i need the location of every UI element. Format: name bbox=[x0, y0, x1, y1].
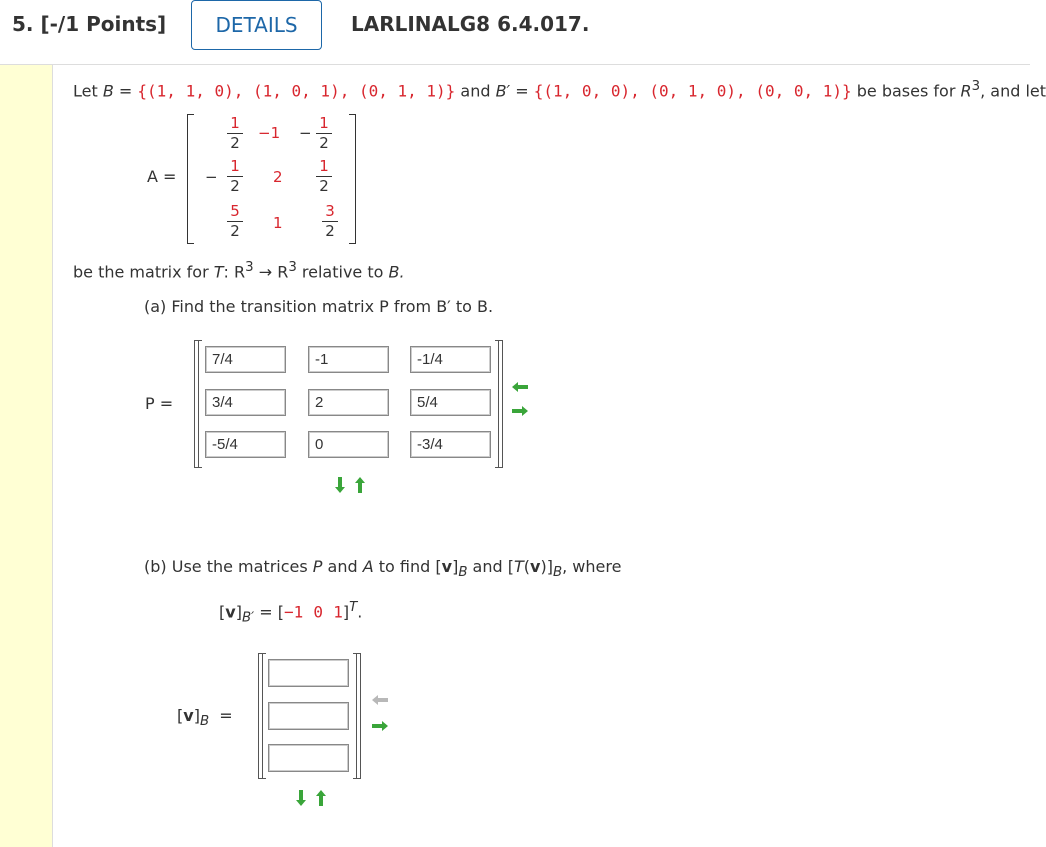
A-31: 5 2 bbox=[223, 203, 247, 240]
vB-input-1[interactable] bbox=[268, 659, 349, 687]
A-22: 2 bbox=[273, 168, 283, 186]
A-21: 1 2 bbox=[223, 158, 247, 195]
P-input-12[interactable] bbox=[308, 346, 389, 373]
A-33: 3 2 bbox=[318, 203, 342, 240]
relative-text: relative to bbox=[296, 262, 389, 282]
question-header bbox=[0, 0, 1030, 52]
A-21-sign: − bbox=[205, 168, 218, 186]
P-input-22[interactable] bbox=[308, 389, 389, 416]
equals: = bbox=[113, 81, 138, 101]
header-divider bbox=[0, 64, 1030, 65]
vBprime-value-1: −1 bbox=[283, 602, 304, 622]
add-column-icon[interactable] bbox=[370, 716, 390, 736]
vBprime-equation: $[v]_{B'} = [-1$ 0 1]$^T$. bbox=[219, 600, 363, 626]
matrix-A-left-bracket bbox=[187, 114, 194, 244]
A-12: −1 bbox=[258, 124, 281, 142]
add-row-icon[interactable] bbox=[330, 475, 350, 495]
matrix-P-label: P = bbox=[145, 394, 174, 413]
P-input-23[interactable] bbox=[410, 389, 491, 416]
basis-Bprime-set: {(1, 0, 0), (0, 1, 0), (0, 0, 1)} bbox=[533, 81, 852, 101]
matrix-P-right-bracket bbox=[499, 340, 503, 468]
vBprime-value-2: 0 bbox=[313, 602, 324, 622]
A-23: 1 2 bbox=[312, 158, 336, 195]
matrix-A-right-bracket bbox=[349, 114, 356, 244]
matrix-A-label: A = bbox=[147, 167, 177, 186]
add-column-icon[interactable] bbox=[510, 401, 530, 421]
colon-R: : R bbox=[223, 262, 246, 282]
question-code: LARLINALG8 6.4.017. bbox=[351, 12, 590, 36]
remove-column-icon-disabled bbox=[370, 690, 390, 710]
A-11: 1 2 bbox=[223, 115, 247, 152]
vB-input-3[interactable] bbox=[268, 744, 349, 772]
add-row-icon[interactable] bbox=[291, 788, 311, 808]
superscript-3: 3 bbox=[288, 260, 297, 275]
be-matrix-text bbox=[73, 260, 405, 281]
P-input-13[interactable] bbox=[410, 346, 491, 373]
vB-input-2[interactable] bbox=[268, 702, 349, 730]
part-b-prompt: (b) Use the matrices P and A to find $[v]_B$ and $[T(v)]_B$, where bbox=[144, 557, 622, 581]
be-matrix-prefix: be the matrix for bbox=[73, 262, 214, 282]
be-bases-text: be bases for bbox=[851, 81, 961, 101]
vBprime-value-3: 1 bbox=[333, 602, 343, 622]
remove-row-icon[interactable] bbox=[311, 788, 331, 808]
arrow-R: → R bbox=[253, 262, 289, 282]
and-text: and bbox=[455, 81, 496, 101]
details-button[interactable]: DETAILS bbox=[191, 0, 322, 50]
P-input-21[interactable] bbox=[205, 389, 286, 416]
question-number: 5. [-/1 Points] bbox=[12, 12, 167, 36]
part-a-prompt: (a) Find the transition matrix P from B′ to B. bbox=[144, 297, 494, 316]
superscript-3: 3 bbox=[245, 260, 254, 275]
matrix-P-left-bracket-inner bbox=[198, 340, 202, 468]
P-input-31[interactable] bbox=[205, 431, 286, 458]
basis-B-label: B bbox=[102, 81, 114, 101]
intro-prefix: Let bbox=[73, 81, 103, 101]
superscript-3: 3 bbox=[971, 79, 981, 94]
P-input-11[interactable] bbox=[205, 346, 286, 373]
P-input-32[interactable] bbox=[308, 431, 389, 458]
vB-left-bracket-inner bbox=[262, 653, 266, 779]
P-input-33[interactable] bbox=[410, 431, 491, 458]
remove-row-icon[interactable] bbox=[350, 475, 370, 495]
R-symbol: R bbox=[960, 81, 972, 101]
intro-text bbox=[73, 79, 1046, 100]
equals: = bbox=[510, 81, 534, 101]
question-status-bar bbox=[0, 65, 53, 847]
A-32: 1 bbox=[273, 214, 283, 232]
and-let-text: , and let bbox=[980, 81, 1046, 101]
A-13: 1 2 bbox=[312, 115, 336, 152]
basis-Bprime-label: B′ bbox=[495, 81, 511, 101]
basis-B-set: {(1, 1, 0), (1, 0, 1), (0, 1, 1)} bbox=[137, 81, 456, 101]
vB-label: $[v]_B$ = bbox=[177, 706, 233, 730]
vB-right-bracket bbox=[357, 653, 361, 779]
A-13-sign: − bbox=[299, 124, 312, 142]
B-end: B. bbox=[388, 262, 405, 282]
T-symbol: T bbox=[213, 262, 224, 282]
remove-column-icon[interactable] bbox=[510, 377, 530, 397]
